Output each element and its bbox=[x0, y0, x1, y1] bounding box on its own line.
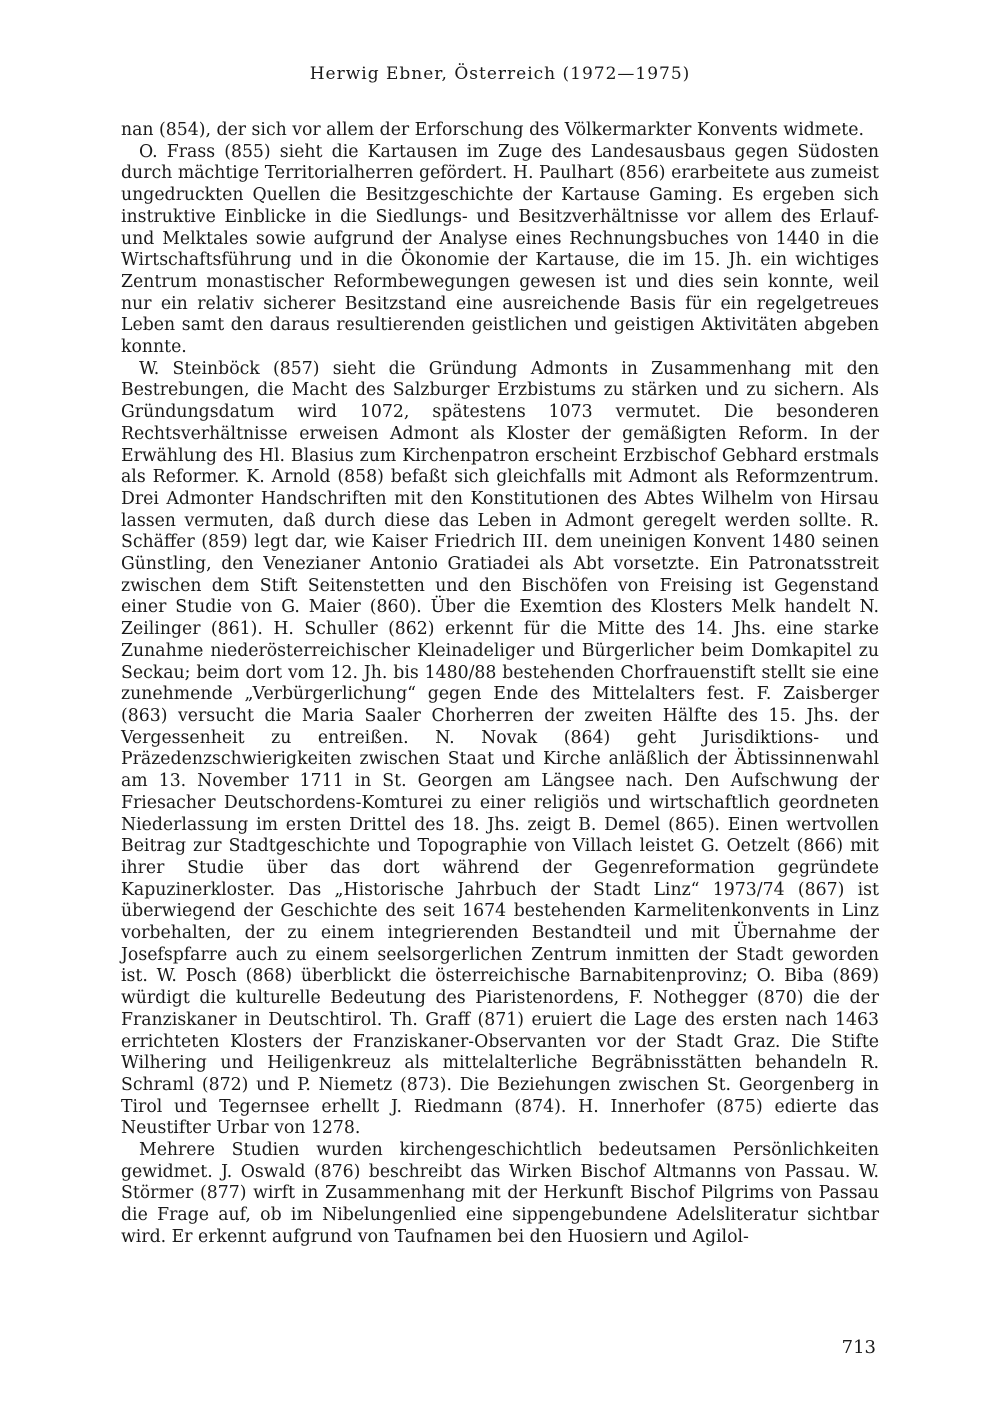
paragraph: W. Steinböck (857) sieht die Gründung Admonts in Zusammenhang mit den Bestrebungen, die Macht des Salzburger Erzbistums zu stärken und zu sichern. Als Gründungsdatum wird 1072, spätestens 1073 vermutet. Die besonderen Rechtsverhältnisse erweisen Admont als Kloster der gemäßigten Reform. In der Erwählung des Hl. Blasius zum Kirchenpatron erscheint Erzbischof Gebhard erstmals als Reformer. K. Arnold (858) befaßt sich gleichfalls mit Admont als Reformzentrum. Drei Admonter Handschriften mit den Konstitutionen des Abtes Wilhelm von Hirsau lassen vermuten, daß durch diese das Leben in Admont geregelt werden sollte. R. Schäffer (859) legt dar, wie Kaiser Friedrich III. dem uneinigen Konvent 1480 seinen Günstling, den Venezianer Antonio Gratiadei als Abt vorsetzte. Ein Patronatsstreit zwischen dem Stift Seitenstetten und den Bischöfen von Freising ist Gegenstand einer Studie von G. Maier (860). Über die Exemtion des Klosters Melk handelt N. Zeilinger (861). H. Schuller (862) erkennt für die Mitte des 14. Jhs. eine starke Zunahme niederösterreichischer Kleinadeliger und Bürgerlicher beim Domkapitel zu Seckau; beim dort vom 12. Jh. bis 1480/88 bestehenden Chorfrauenstift stellt sie eine zunehmende „Verbürgerlichung“ gegen Ende des Mittelalters fest. F. Zaisberger (863) versucht die Maria Saaler Chorherren der zweiten Hälfte des 15. Jhs. der Vergessenheit zu entreißen. N. Novak (864) geht Jurisdiktions- und Präzedenzschwierigkeiten zwischen Staat und Kirche anläßlich der Äbtissinnenwahl am 13. November 1711 in St. Georgen am Längsee nach. Den Aufschwung der Friesacher Deutschordens-Komturei zu einer religiös und wirtschaftlich geordneten Niederlassung im ersten Drittel des 18. Jhs. zeigt B. Demel (865). Einen wertvollen Beitrag zur Stadtgeschichte und Topographie von Villach leistet G. Oetzelt (866) mit ihrer Studie über das dort während der Gegenreformation gegründete Kapuzinerkloster. Das „Historische Jahrbuch der Stadt Linz“ 1973/74 (867) ist überwiegend der Geschichte des seit 1674 bestehenden Karmelitenkonvents in Linz vorbehalten, der zu einem integrierenden Bestandteil und mit Übernahme der Josefspfarre auch zu einem seelsorgerlichen Zentrum inmitten der Stadt geworden ist. W. Posch (868) überblickt die österreichische Barnabitenprovinz; O. Biba (869) würdigt die kulturelle Bedeutung des Piaristenordens, F. Nothegger (870) die der Franziskaner in Deutschtirol. Th. Graff (871) eruiert die Lage des ersten nach 1463 errichteten Klosters der Franziskaner-Observanten vor der Stadt Graz. Die Stifte Wilhering und Heiligenkreuz als mittelalterliche Begräbnisstätten behandeln R. Schraml (872) und P. Niemetz (873). Die Beziehungen zwischen St. Georgenberg in Tirol und Tegernsee erhellt J. Riedmann (874). H. Innerhofer (875) edierte das Neustifter Urbar von 1278. bbox=[121, 358, 879, 1139]
running-header: Herwig Ebner, Österreich (1972—1975) bbox=[309, 64, 691, 84]
paragraph: Mehrere Studien wurden kirchengeschichtlich bedeutsamen Persönlichkeiten gewidmet. J. Oswald (876) beschreibt das Wirken Bischof Altmanns von Passau. W. Störmer (877) wirft in Zusammenhang mit der Herkunft Bischof Pilgrims von Passau die Frage auf, ob im Nibelungenlied eine sippengebundene Adelsliteratur sichtbar wird. Er erkennt aufgrund von Taufnamen bei den Huosiern und Agilol- bbox=[121, 1140, 879, 1247]
paragraph: nan (854), der sich vor allem der Erforschung des Völkermarkter Konvents widmete. bbox=[121, 120, 864, 140]
body-text bbox=[121, 120, 879, 1249]
paragraph: O. Frass (855) sieht die Kartausen im Zuge des Landesausbaus gegen Südosten durch mächtige Territorialherren gefördert. H. Paulhart (856) erarbeitete aus zumeist ungedruckten Quellen die Besitzgeschichte der Kartause Gaming. Es ergeben sich instruktive Einblicke in die Siedlungs- und Besitzverhältnisse vor allem des Erlauf- und Melktales sowie aufgrund der Analyse eines Rechnungsbuches von 1440 in die Wirtschaftsführung und in die Ökonomie der Kartause, die im 15. Jh. ein wichtiges Zentrum monastischer Reformbewegungen gewesen ist und dies sein konnte, weil nur ein relativ sicherer Besitzstand eine ausreichende Basis für ein regelgetreues Leben samt den daraus resultierenden geistlichen und geistigen Aktivitäten abgeben konnte. bbox=[121, 141, 879, 358]
page-number: 713 bbox=[841, 1337, 876, 1358]
